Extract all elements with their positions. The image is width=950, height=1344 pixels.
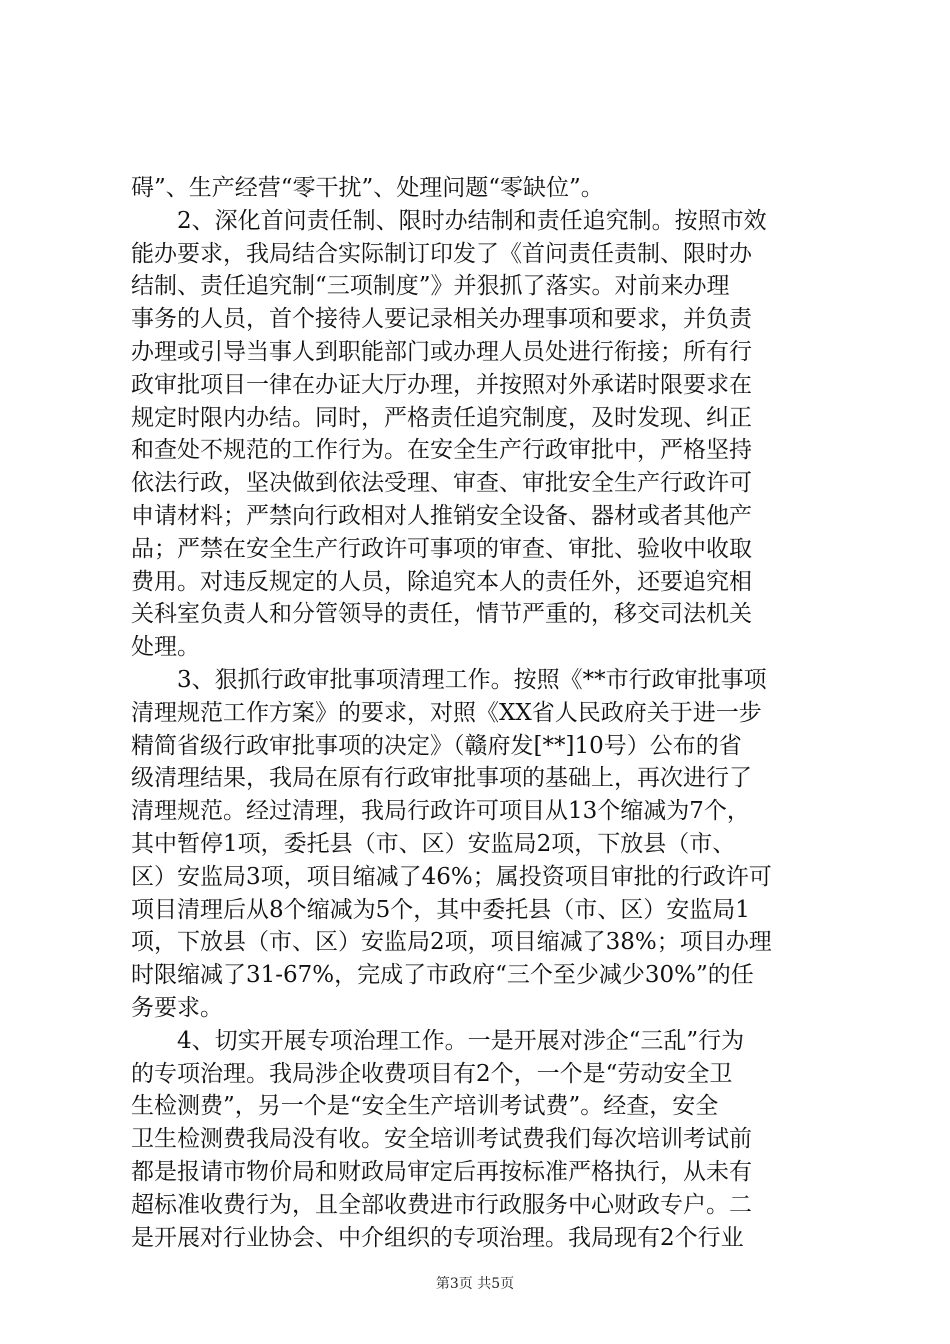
- text-line: 清理规范工作方案》的要求，对照《XX省人民政府关于进一步: [131, 699, 762, 726]
- text-line: 碍”、生产经营“零干扰”、处理问题“零缺位”。: [131, 175, 604, 201]
- text-line: 办理或引导当事人到职能部门或办理人员处进行衔接；所有行: [131, 338, 752, 365]
- text-line: 项目清理后从8个缩减为5个，其中委托县（市、区）安监局1: [131, 896, 750, 923]
- text-line: 能办要求，我局结合实际制订印发了《首问责任责制、限时办: [131, 240, 752, 267]
- text-line: 规定时限内办结。同时，严格责任追究制度，及时发现、纠正: [131, 404, 752, 431]
- text-line: 事务的人员，首个接待人要记录相关办理事项和要求，并负责: [131, 306, 752, 333]
- text-line: 清理规范。经过清理，我局行政许可项目从13个缩减为7个，: [131, 798, 750, 825]
- text-line: 费用。对违反规定的人员，除追究本人的责任外，还要追究相: [131, 568, 752, 595]
- text-line: 超标准收费行为，且全部收费进市行政服务中心财政专户。二: [131, 1191, 752, 1218]
- text-line: 2、深化首问责任制、限时办结制和责任追究制。按照市效: [131, 207, 767, 234]
- text-line: 生检测费”，另一个是“安全生产培训考试费”。经查，安全: [131, 1093, 719, 1120]
- text-line: 其中暂停1项，委托县（市、区）安监局2项，下放县（市、: [131, 830, 736, 857]
- text-line: 级清理结果，我局在原有行政审批事项的基础上，再次进行了: [131, 765, 752, 792]
- text-line: 关科室负责人和分管领导的责任，情节严重的，移交司法机关: [131, 601, 752, 628]
- text-line: 结制、责任追究制“三项制度”》并狠抓了落实。对前来办理: [131, 273, 730, 300]
- text-line: 和查处不规范的工作行为。在安全生产行政审批中，严格坚持: [131, 437, 752, 464]
- text-line: 务要求。: [131, 994, 223, 1021]
- text-line: 4、切实开展专项治理工作。一是开展对涉企“三乱”行为: [131, 1027, 745, 1054]
- text-line: 精简省级行政审批事项的决定》（赣府发[**]10号）公布的省: [131, 732, 742, 759]
- text-line: 都是报请市物价局和财政局审定后再按标准严格执行，从未有: [131, 1158, 752, 1185]
- text-line: 处理。: [131, 634, 200, 661]
- text-line: 政审批项目一律在办证大厅办理，并按照对外承诺时限要求在: [131, 371, 752, 398]
- text-line: 的专项治理。我局涉企收费项目有2个，一个是“劳动安全卫: [131, 1060, 733, 1087]
- text-line: 是开展对行业协会、中介组织的专项治理。我局现有2个行业: [131, 1224, 744, 1251]
- text-line: 项，下放县（市、区）安监局2项，项目缩减了38%；项目办理: [131, 929, 772, 956]
- document-body: [131, 172, 831, 1254]
- page-footer: 第3页 共5页: [435, 1276, 515, 1292]
- text-line: 依法行政，坚决做到依法受理、审查、审批安全生产行政许可: [131, 470, 752, 497]
- text-line: 3、狠抓行政审批事项清理工作。按照《**市行政审批事项: [131, 666, 767, 693]
- text-line: 卫生检测费我局没有收。安全培训考试费我们每次培训考试前: [131, 1126, 752, 1153]
- text-line: 申请材料；严禁向行政相对人推销安全设备、器材或者其他产: [131, 502, 752, 529]
- text-line: 品；严禁在安全生产行政许可事项的审查、审批、验收中收取: [131, 535, 752, 562]
- text-line: 区）安监局3项，项目缩减了46%；属投资项目审批的行政许可: [131, 863, 772, 890]
- text-line: 时限缩减了31-67%，完成了市政府“三个至少减少30%”的任: [131, 962, 754, 989]
